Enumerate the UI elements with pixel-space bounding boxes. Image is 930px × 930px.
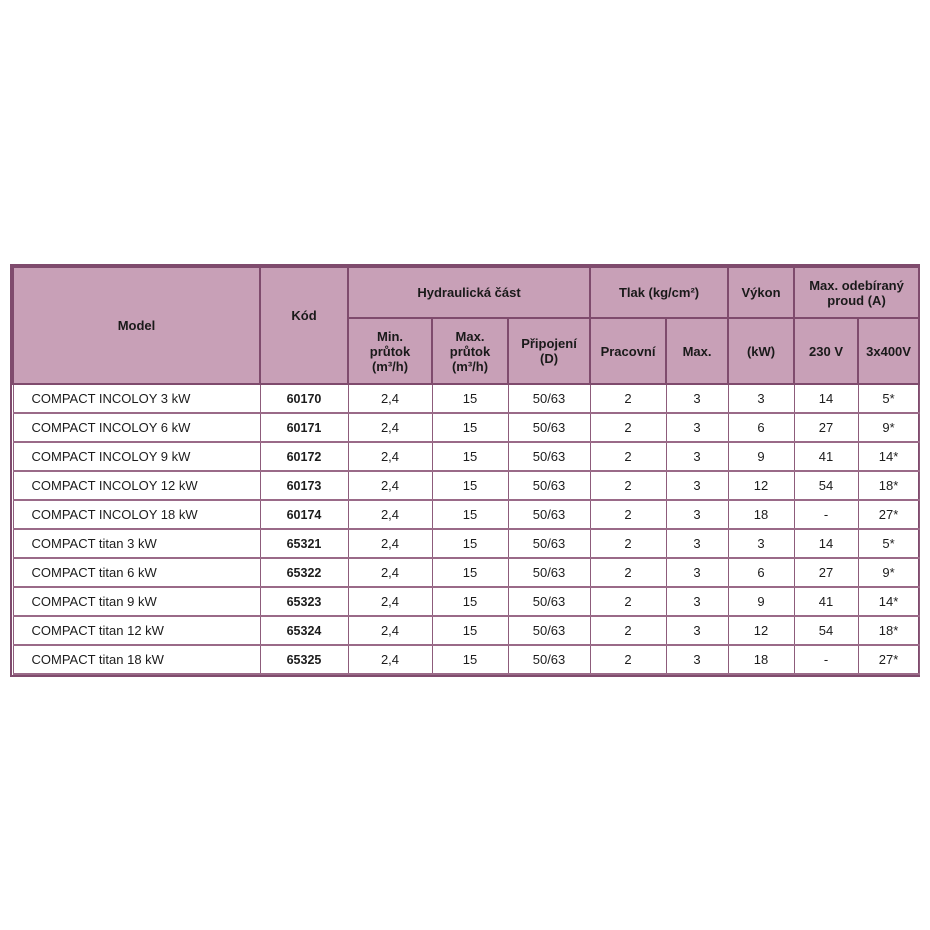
header-connection-line2: (D) xyxy=(539,351,559,366)
cell-max-flow: 15 xyxy=(432,558,508,587)
cell-min-flow: 2,4 xyxy=(348,471,432,500)
cell-current-3x400v: 18* xyxy=(858,616,919,645)
cell-max-flow: 15 xyxy=(432,471,508,500)
cell-max-flow: 15 xyxy=(432,645,508,674)
cell-max-flow: 15 xyxy=(432,529,508,558)
header-code: Kód xyxy=(260,267,348,384)
cell-max-pressure: 3 xyxy=(666,413,728,442)
table-row xyxy=(13,529,919,558)
cell-working-pressure: 2 xyxy=(590,645,666,674)
cell-code: 65324 xyxy=(260,616,348,645)
cell-current-230v: - xyxy=(794,500,858,529)
cell-code: 65322 xyxy=(260,558,348,587)
cell-model: COMPACT titan 9 kW xyxy=(13,587,260,616)
cell-connection: 50/63 xyxy=(508,558,590,587)
table-row xyxy=(13,645,919,674)
cell-model: COMPACT INCOLOY 9 kW xyxy=(13,442,260,471)
header-max-flow-line2: průtok xyxy=(449,343,491,359)
cell-max-pressure: 3 xyxy=(666,587,728,616)
header-pressure: Tlak (kg/cm²) xyxy=(590,267,728,318)
cell-current-230v: 41 xyxy=(794,442,858,471)
cell-connection: 50/63 xyxy=(508,587,590,616)
cell-model: COMPACT INCOLOY 6 kW xyxy=(13,413,260,442)
cell-working-pressure: 2 xyxy=(590,442,666,471)
header-connection xyxy=(508,318,590,384)
cell-min-flow: 2,4 xyxy=(348,413,432,442)
cell-working-pressure: 2 xyxy=(590,500,666,529)
cell-current-230v: 27 xyxy=(794,413,858,442)
cell-current-3x400v: 27* xyxy=(858,645,919,674)
cell-min-flow: 2,4 xyxy=(348,500,432,529)
cell-connection: 50/63 xyxy=(508,645,590,674)
cell-current-230v: 14 xyxy=(794,529,858,558)
cell-min-flow: 2,4 xyxy=(348,529,432,558)
cell-max-flow: 15 xyxy=(432,500,508,529)
cell-connection: 50/63 xyxy=(508,442,590,471)
cell-power: 3 xyxy=(728,384,794,413)
cell-max-pressure: 3 xyxy=(666,529,728,558)
cell-current-3x400v: 9* xyxy=(858,558,919,587)
table-header xyxy=(13,267,919,384)
cell-power: 18 xyxy=(728,645,794,674)
cell-model: COMPACT titan 3 kW xyxy=(13,529,260,558)
header-3x400v: 3x400V xyxy=(858,318,919,384)
spec-table xyxy=(12,266,920,675)
header-power-unit: (kW) xyxy=(728,318,794,384)
header-max-current-line1: Max. odebíraný xyxy=(809,278,904,293)
cell-connection: 50/63 xyxy=(508,413,590,442)
header-min-flow-line3: (m³/h) xyxy=(371,358,409,374)
table-row xyxy=(13,587,919,616)
cell-model: COMPACT INCOLOY 12 kW xyxy=(13,471,260,500)
cell-working-pressure: 2 xyxy=(590,587,666,616)
cell-code: 65321 xyxy=(260,529,348,558)
cell-model: COMPACT INCOLOY 18 kW xyxy=(13,500,260,529)
cell-connection: 50/63 xyxy=(508,500,590,529)
header-min-flow-line1: Min. xyxy=(377,328,403,344)
cell-working-pressure: 2 xyxy=(590,558,666,587)
table-row xyxy=(13,471,919,500)
cell-working-pressure: 2 xyxy=(590,413,666,442)
header-max-flow xyxy=(432,318,508,384)
cell-min-flow: 2,4 xyxy=(348,558,432,587)
cell-current-230v: 41 xyxy=(794,587,858,616)
header-max-flow-line3: (m³/h) xyxy=(451,358,489,374)
table-row xyxy=(13,413,919,442)
cell-working-pressure: 2 xyxy=(590,384,666,413)
cell-min-flow: 2,4 xyxy=(348,384,432,413)
header-max-flow-line1: Max. xyxy=(455,328,485,344)
header-model: Model xyxy=(13,267,260,384)
spec-table-frame xyxy=(10,264,920,677)
header-max-pressure: Max. xyxy=(666,318,728,384)
header-min-flow xyxy=(348,318,432,384)
header-230v: 230 V xyxy=(794,318,858,384)
cell-min-flow: 2,4 xyxy=(348,645,432,674)
cell-current-3x400v: 5* xyxy=(858,529,919,558)
cell-current-3x400v: 14* xyxy=(858,587,919,616)
cell-current-3x400v: 18* xyxy=(858,471,919,500)
header-power: Výkon xyxy=(728,267,794,318)
cell-max-flow: 15 xyxy=(432,384,508,413)
cell-current-230v: - xyxy=(794,645,858,674)
cell-code: 60170 xyxy=(260,384,348,413)
cell-working-pressure: 2 xyxy=(590,616,666,645)
cell-max-pressure: 3 xyxy=(666,471,728,500)
cell-current-3x400v: 5* xyxy=(858,384,919,413)
cell-model: COMPACT titan 18 kW xyxy=(13,645,260,674)
cell-power: 12 xyxy=(728,471,794,500)
table-row xyxy=(13,384,919,413)
cell-current-230v: 54 xyxy=(794,616,858,645)
cell-max-pressure: 3 xyxy=(666,500,728,529)
cell-connection: 50/63 xyxy=(508,471,590,500)
cell-max-flow: 15 xyxy=(432,616,508,645)
cell-min-flow: 2,4 xyxy=(348,616,432,645)
cell-power: 3 xyxy=(728,529,794,558)
cell-power: 9 xyxy=(728,442,794,471)
cell-connection: 50/63 xyxy=(508,529,590,558)
header-max-current xyxy=(794,267,919,318)
table-row xyxy=(13,500,919,529)
cell-max-pressure: 3 xyxy=(666,442,728,471)
cell-max-flow: 15 xyxy=(432,413,508,442)
cell-power: 6 xyxy=(728,558,794,587)
table-body xyxy=(13,384,919,674)
header-hydraulic: Hydraulická část xyxy=(348,267,590,318)
cell-code: 60171 xyxy=(260,413,348,442)
cell-current-230v: 27 xyxy=(794,558,858,587)
cell-max-pressure: 3 xyxy=(666,558,728,587)
cell-working-pressure: 2 xyxy=(590,471,666,500)
cell-code: 65325 xyxy=(260,645,348,674)
table-row xyxy=(13,558,919,587)
cell-model: COMPACT INCOLOY 3 kW xyxy=(13,384,260,413)
header-working-pressure: Pracovní xyxy=(590,318,666,384)
cell-connection: 50/63 xyxy=(508,384,590,413)
table-row xyxy=(13,442,919,471)
cell-current-230v: 54 xyxy=(794,471,858,500)
cell-current-3x400v: 9* xyxy=(858,413,919,442)
header-min-flow-line2: průtok xyxy=(369,343,411,359)
cell-max-pressure: 3 xyxy=(666,616,728,645)
cell-min-flow: 2,4 xyxy=(348,587,432,616)
cell-power: 18 xyxy=(728,500,794,529)
table-row xyxy=(13,616,919,645)
cell-code: 60172 xyxy=(260,442,348,471)
cell-max-pressure: 3 xyxy=(666,384,728,413)
cell-connection: 50/63 xyxy=(508,616,590,645)
cell-max-pressure: 3 xyxy=(666,645,728,674)
cell-min-flow: 2,4 xyxy=(348,442,432,471)
cell-current-230v: 14 xyxy=(794,384,858,413)
cell-code: 60173 xyxy=(260,471,348,500)
cell-model: COMPACT titan 6 kW xyxy=(13,558,260,587)
cell-max-flow: 15 xyxy=(432,442,508,471)
cell-working-pressure: 2 xyxy=(590,529,666,558)
cell-max-flow: 15 xyxy=(432,587,508,616)
cell-model: COMPACT titan 12 kW xyxy=(13,616,260,645)
cell-code: 65323 xyxy=(260,587,348,616)
header-max-current-line2: proud (A) xyxy=(827,293,886,308)
cell-current-3x400v: 14* xyxy=(858,442,919,471)
header-connection-line1: Připojení xyxy=(521,336,577,351)
cell-code: 60174 xyxy=(260,500,348,529)
cell-power: 6 xyxy=(728,413,794,442)
cell-power: 9 xyxy=(728,587,794,616)
cell-current-3x400v: 27* xyxy=(858,500,919,529)
cell-power: 12 xyxy=(728,616,794,645)
